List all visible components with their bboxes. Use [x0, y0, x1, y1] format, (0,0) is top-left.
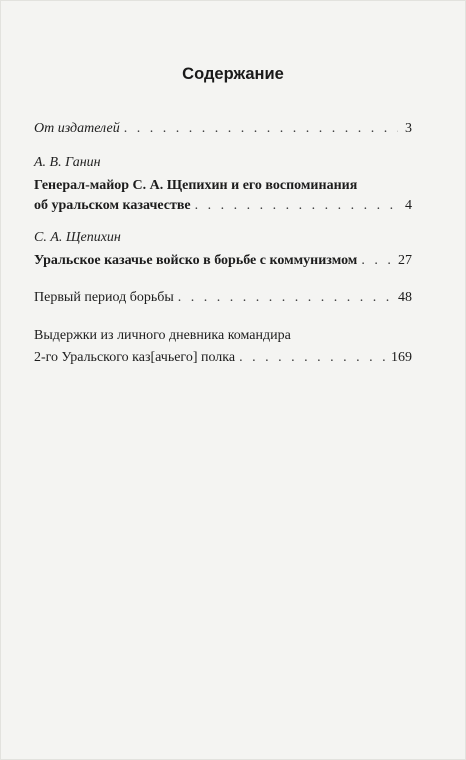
page-number: 169 [391, 350, 412, 365]
toc-entry-publishers[interactable] [34, 119, 412, 139]
toc-line [34, 251, 412, 271]
page-number: 3 [405, 121, 412, 136]
toc-entry-diary[interactable] [34, 326, 412, 368]
dot-leader [239, 348, 387, 368]
toc-entry-title-line1: Генерал-майор С. А. Щепихин и его воспоминания [34, 178, 358, 193]
page-number: 48 [398, 290, 412, 305]
toc-line [34, 348, 412, 368]
dot-leader [124, 119, 398, 139]
toc-entry-title-line2: 2-го Уральского каз[ачьего] полка [34, 350, 236, 365]
dot-leader [361, 251, 394, 271]
toc-entry-shchepikhin[interactable] [34, 229, 412, 271]
toc-entry-title: От издателей [34, 121, 120, 136]
toc-entry-ganin[interactable] [34, 154, 412, 216]
page-title: Содержание [182, 65, 284, 83]
toc-line [34, 119, 412, 139]
toc-entry-title-line1: Выдержки из личного дневника командира [34, 328, 291, 343]
toc-entry-author: С. А. Щепихин [34, 230, 121, 245]
toc-entry-title-line2: об уральском казачестве [34, 198, 191, 213]
toc-line [34, 196, 412, 216]
page-number: 4 [405, 198, 412, 213]
toc-entry-title: Первый период борьбы [34, 290, 174, 305]
toc-entry-first-period[interactable] [34, 288, 412, 308]
page-number: 27 [398, 253, 412, 268]
toc-entry-author: А. В. Ганин [34, 155, 101, 170]
toc-line [34, 288, 412, 308]
dot-leader [195, 196, 398, 216]
toc-entry-title: Уральское казачье войско в борьбе с коммунизмом [34, 253, 358, 268]
dot-leader [178, 288, 394, 308]
